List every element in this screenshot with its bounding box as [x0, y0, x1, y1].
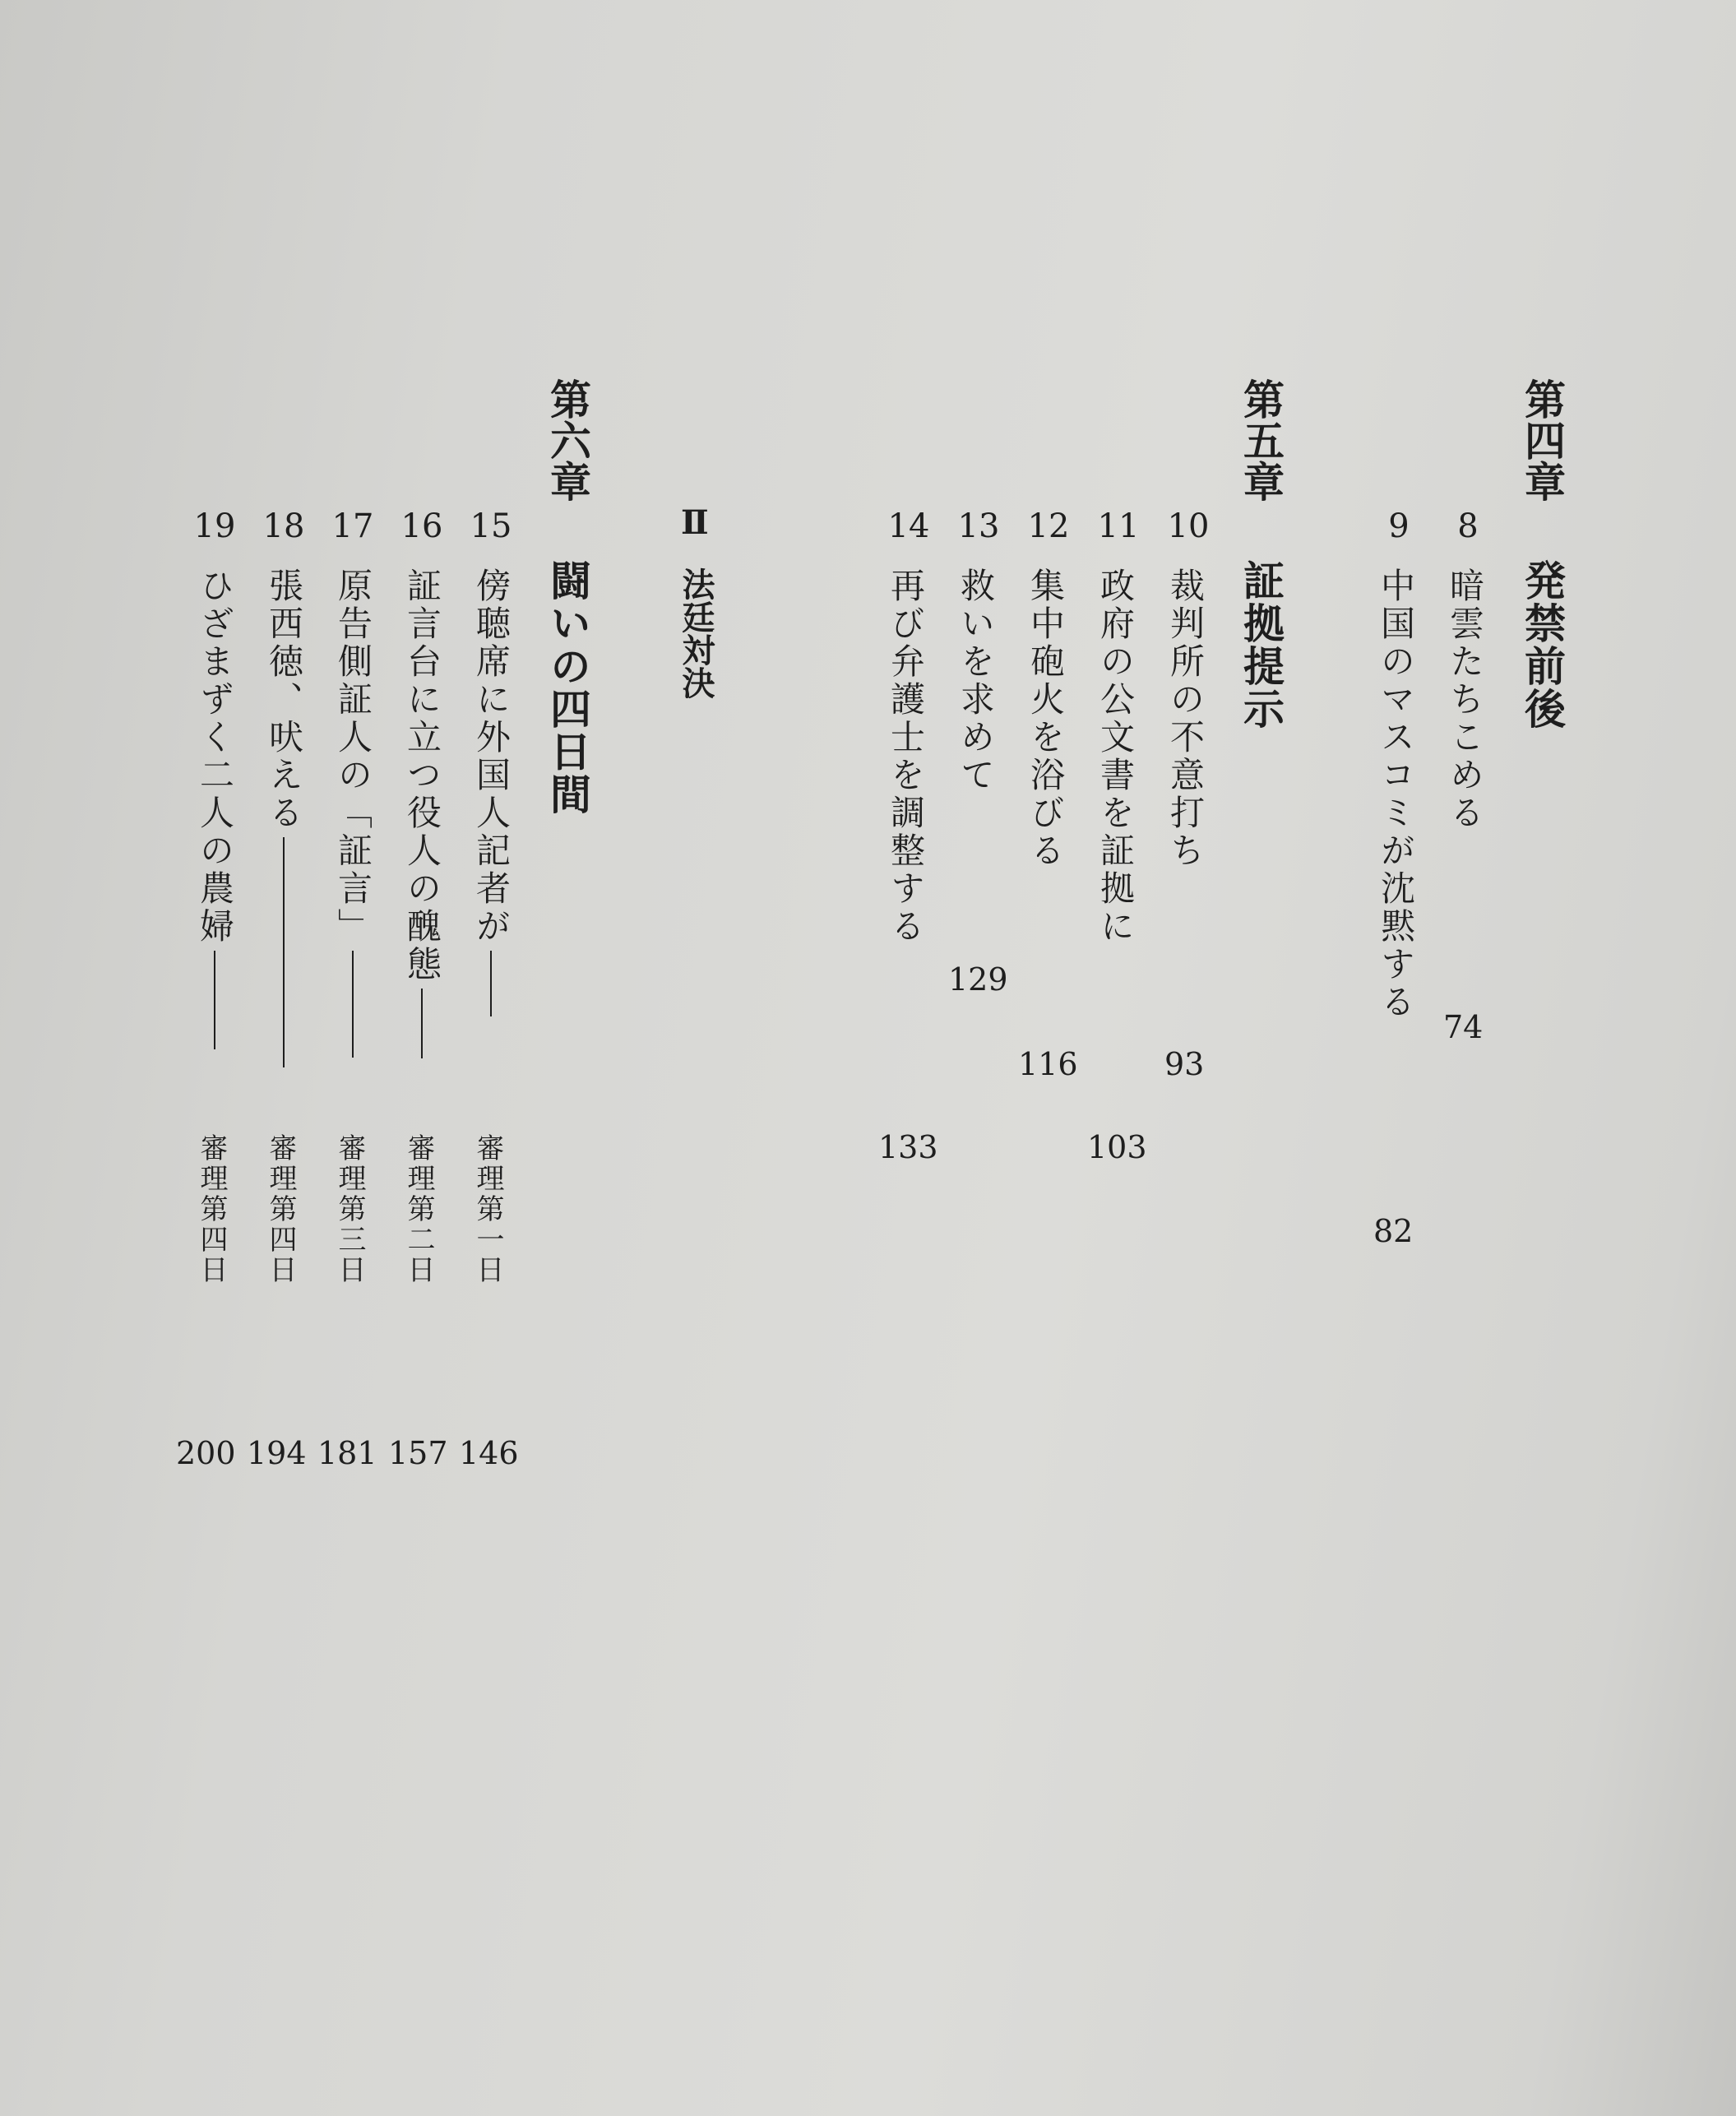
entry-18 [263, 567, 304, 1072]
entry-18-page: 194 [247, 1435, 307, 1471]
entry-17-subtitle: 審理第三日 [333, 1133, 366, 1285]
entry-9-number: 9 [1388, 507, 1410, 545]
entry-13-number: 13 [957, 507, 1000, 545]
part-2-numeral: Ⅱ [681, 503, 709, 542]
entry-10-number: 10 [1167, 507, 1210, 545]
entry-14-number: 14 [887, 507, 930, 545]
entry-16-page: 157 [388, 1435, 448, 1471]
chapter-5-label: 第五章 [1237, 378, 1285, 502]
entry-18-dash [283, 837, 285, 1067]
entry-11-page: 103 [1087, 1129, 1147, 1165]
entry-15 [470, 567, 512, 1021]
entry-11-title: 政府の公文書を証拠に [1095, 567, 1136, 946]
entry-19-title: ひざまずく二人の農婦 [195, 567, 235, 946]
entry-17-dash [352, 951, 354, 1058]
entry-9-title: 中国のマスコミが沈黙する [1376, 567, 1416, 1021]
entry-12-number: 12 [1027, 507, 1070, 545]
entry-9-page: 82 [1373, 1213, 1414, 1249]
entry-15-dash [490, 951, 492, 1016]
chapter-6-label: 第六章 [544, 378, 592, 502]
entry-17-title: 原告側証人の「証言」 [333, 567, 373, 946]
chapter-4-title: 発禁前後 [1518, 559, 1567, 730]
entry-16-subtitle: 審理第二日 [402, 1133, 435, 1285]
entry-11-number: 11 [1097, 507, 1140, 545]
entry-17 [332, 567, 373, 1063]
entry-15-page: 146 [459, 1435, 519, 1471]
entry-13-page: 129 [948, 961, 1008, 998]
entry-16-number: 16 [400, 507, 443, 545]
entry-18-subtitle: 審理第四日 [264, 1133, 297, 1285]
chapter-4-label: 第四章 [1518, 378, 1567, 502]
entry-16-title: 証言台に立つ役人の醜態 [402, 567, 442, 984]
entry-15-subtitle: 審理第一日 [471, 1133, 504, 1285]
entry-19-page: 200 [176, 1435, 236, 1471]
entry-19-dash [214, 951, 215, 1049]
entry-16-dash [421, 989, 423, 1058]
entry-17-number: 17 [331, 507, 374, 545]
entry-14-title: 再び弁護士を調整する [886, 567, 926, 946]
entry-16 [401, 567, 442, 1063]
entry-8-page: 74 [1443, 1009, 1484, 1045]
entry-15-title: 傍聴席に外国人記者が [471, 567, 512, 946]
entry-19-number: 19 [193, 507, 236, 545]
entry-8-title: 暗雲たちこめる [1445, 567, 1485, 832]
entry-19 [194, 567, 235, 1054]
entry-8-number: 8 [1457, 507, 1479, 545]
entry-18-title: 張西徳、吠える [264, 567, 304, 832]
entry-12-title: 集中砲火を浴びる [1025, 567, 1066, 870]
entry-14-page: 133 [878, 1129, 938, 1165]
entry-18-number: 18 [262, 507, 305, 545]
entry-12-page: 116 [1018, 1046, 1078, 1082]
entry-15-number: 15 [470, 507, 512, 545]
chapter-5-title: 証拠提示 [1237, 559, 1285, 730]
entry-13-title: 救いを求めて [956, 567, 996, 794]
part-2-title: 法廷対決 [677, 567, 715, 699]
entry-10-title: 裁判所の不意打ち [1165, 567, 1206, 870]
chapter-6-title: 闘いの四日間 [544, 559, 592, 816]
entry-17-page: 181 [317, 1435, 377, 1471]
entry-19-subtitle: 審理第四日 [195, 1133, 228, 1285]
entry-10-page: 93 [1164, 1046, 1205, 1082]
